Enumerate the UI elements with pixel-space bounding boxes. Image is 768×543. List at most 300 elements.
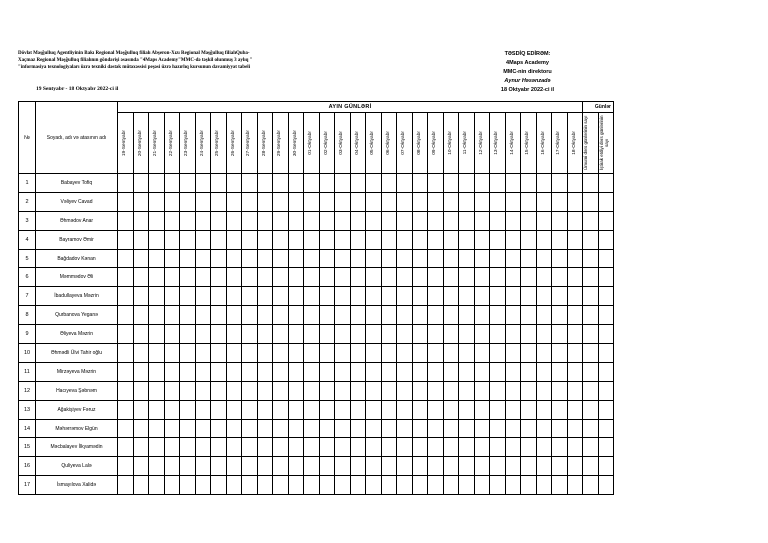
attendance-cell[interactable]	[211, 476, 227, 495]
attendance-cell[interactable]	[319, 192, 335, 211]
attendance-cell[interactable]	[288, 438, 304, 457]
attendance-cell[interactable]	[443, 344, 459, 363]
attendance-cell[interactable]	[242, 230, 258, 249]
attendance-cell[interactable]	[521, 192, 537, 211]
attendance-cell[interactable]	[242, 306, 258, 325]
attendance-cell[interactable]	[226, 230, 242, 249]
attendance-cell[interactable]	[195, 306, 211, 325]
attendance-cell[interactable]	[381, 192, 397, 211]
attendance-cell[interactable]	[350, 457, 366, 476]
attendance-cell[interactable]	[490, 344, 506, 363]
attendance-cell[interactable]	[536, 381, 552, 400]
attendance-cell[interactable]	[211, 362, 227, 381]
attendance-cell[interactable]	[505, 400, 521, 419]
attendance-cell[interactable]	[226, 192, 242, 211]
attendance-cell[interactable]	[567, 174, 583, 193]
attendance-cell[interactable]	[459, 325, 475, 344]
attendance-cell[interactable]	[242, 362, 258, 381]
attendance-cell[interactable]	[598, 268, 614, 287]
attendance-cell[interactable]	[583, 362, 599, 381]
attendance-cell[interactable]	[490, 438, 506, 457]
attendance-cell[interactable]	[257, 362, 273, 381]
attendance-cell[interactable]	[350, 362, 366, 381]
attendance-cell[interactable]	[459, 192, 475, 211]
attendance-cell[interactable]	[133, 268, 149, 287]
attendance-cell[interactable]	[536, 249, 552, 268]
attendance-cell[interactable]	[521, 249, 537, 268]
attendance-cell[interactable]	[412, 287, 428, 306]
attendance-cell[interactable]	[257, 419, 273, 438]
attendance-cell[interactable]	[412, 306, 428, 325]
attendance-cell[interactable]	[583, 249, 599, 268]
attendance-cell[interactable]	[350, 325, 366, 344]
attendance-cell[interactable]	[505, 287, 521, 306]
attendance-cell[interactable]	[459, 419, 475, 438]
attendance-cell[interactable]	[304, 476, 320, 495]
attendance-cell[interactable]	[149, 287, 165, 306]
attendance-cell[interactable]	[149, 211, 165, 230]
attendance-cell[interactable]	[583, 344, 599, 363]
attendance-cell[interactable]	[505, 457, 521, 476]
attendance-cell[interactable]	[211, 174, 227, 193]
attendance-cell[interactable]	[164, 381, 180, 400]
attendance-cell[interactable]	[443, 438, 459, 457]
attendance-cell[interactable]	[350, 249, 366, 268]
attendance-cell[interactable]	[288, 287, 304, 306]
attendance-cell[interactable]	[335, 400, 351, 419]
attendance-cell[interactable]	[304, 230, 320, 249]
attendance-cell[interactable]	[552, 306, 568, 325]
attendance-cell[interactable]	[180, 381, 196, 400]
attendance-cell[interactable]	[180, 400, 196, 419]
attendance-cell[interactable]	[211, 381, 227, 400]
attendance-cell[interactable]	[288, 362, 304, 381]
attendance-cell[interactable]	[583, 400, 599, 419]
attendance-cell[interactable]	[583, 192, 599, 211]
attendance-cell[interactable]	[583, 268, 599, 287]
attendance-cell[interactable]	[304, 174, 320, 193]
attendance-cell[interactable]	[536, 268, 552, 287]
attendance-cell[interactable]	[164, 325, 180, 344]
attendance-cell[interactable]	[350, 174, 366, 193]
attendance-cell[interactable]	[242, 476, 258, 495]
attendance-cell[interactable]	[273, 230, 289, 249]
attendance-cell[interactable]	[319, 306, 335, 325]
attendance-cell[interactable]	[428, 230, 444, 249]
attendance-cell[interactable]	[164, 400, 180, 419]
attendance-cell[interactable]	[350, 381, 366, 400]
attendance-cell[interactable]	[164, 306, 180, 325]
attendance-cell[interactable]	[412, 211, 428, 230]
attendance-cell[interactable]	[428, 438, 444, 457]
attendance-cell[interactable]	[412, 174, 428, 193]
attendance-cell[interactable]	[335, 476, 351, 495]
attendance-cell[interactable]	[598, 192, 614, 211]
attendance-cell[interactable]	[211, 249, 227, 268]
attendance-cell[interactable]	[118, 268, 134, 287]
attendance-cell[interactable]	[350, 192, 366, 211]
attendance-cell[interactable]	[211, 287, 227, 306]
attendance-cell[interactable]	[118, 381, 134, 400]
attendance-cell[interactable]	[505, 249, 521, 268]
attendance-cell[interactable]	[521, 174, 537, 193]
attendance-cell[interactable]	[381, 344, 397, 363]
attendance-cell[interactable]	[428, 419, 444, 438]
attendance-cell[interactable]	[211, 419, 227, 438]
attendance-cell[interactable]	[474, 268, 490, 287]
attendance-cell[interactable]	[459, 381, 475, 400]
attendance-cell[interactable]	[443, 174, 459, 193]
attendance-cell[interactable]	[381, 476, 397, 495]
attendance-cell[interactable]	[350, 230, 366, 249]
attendance-cell[interactable]	[257, 211, 273, 230]
attendance-cell[interactable]	[505, 419, 521, 438]
attendance-cell[interactable]	[273, 249, 289, 268]
attendance-cell[interactable]	[288, 192, 304, 211]
attendance-cell[interactable]	[257, 344, 273, 363]
attendance-cell[interactable]	[242, 381, 258, 400]
attendance-cell[interactable]	[381, 457, 397, 476]
attendance-cell[interactable]	[412, 268, 428, 287]
attendance-cell[interactable]	[350, 400, 366, 419]
attendance-cell[interactable]	[319, 362, 335, 381]
attendance-cell[interactable]	[552, 325, 568, 344]
attendance-cell[interactable]	[490, 249, 506, 268]
attendance-cell[interactable]	[443, 400, 459, 419]
attendance-cell[interactable]	[350, 419, 366, 438]
attendance-cell[interactable]	[118, 438, 134, 457]
attendance-cell[interactable]	[397, 306, 413, 325]
attendance-cell[interactable]	[459, 268, 475, 287]
attendance-cell[interactable]	[257, 325, 273, 344]
attendance-cell[interactable]	[257, 400, 273, 419]
attendance-cell[interactable]	[242, 438, 258, 457]
attendance-cell[interactable]	[180, 325, 196, 344]
attendance-cell[interactable]	[350, 268, 366, 287]
attendance-cell[interactable]	[443, 306, 459, 325]
attendance-cell[interactable]	[366, 381, 382, 400]
attendance-cell[interactable]	[257, 457, 273, 476]
attendance-cell[interactable]	[118, 174, 134, 193]
attendance-cell[interactable]	[366, 268, 382, 287]
attendance-cell[interactable]	[567, 249, 583, 268]
attendance-cell[interactable]	[536, 419, 552, 438]
attendance-cell[interactable]	[412, 400, 428, 419]
attendance-cell[interactable]	[490, 211, 506, 230]
attendance-cell[interactable]	[149, 457, 165, 476]
attendance-cell[interactable]	[226, 287, 242, 306]
attendance-cell[interactable]	[180, 211, 196, 230]
attendance-cell[interactable]	[335, 192, 351, 211]
attendance-cell[interactable]	[443, 325, 459, 344]
attendance-cell[interactable]	[598, 400, 614, 419]
attendance-cell[interactable]	[474, 438, 490, 457]
attendance-cell[interactable]	[180, 287, 196, 306]
attendance-cell[interactable]	[242, 419, 258, 438]
attendance-cell[interactable]	[428, 174, 444, 193]
attendance-cell[interactable]	[335, 438, 351, 457]
attendance-cell[interactable]	[567, 230, 583, 249]
attendance-cell[interactable]	[567, 325, 583, 344]
attendance-cell[interactable]	[273, 287, 289, 306]
attendance-cell[interactable]	[381, 362, 397, 381]
attendance-cell[interactable]	[211, 438, 227, 457]
attendance-cell[interactable]	[288, 457, 304, 476]
attendance-cell[interactable]	[474, 476, 490, 495]
attendance-cell[interactable]	[149, 268, 165, 287]
attendance-cell[interactable]	[583, 419, 599, 438]
attendance-cell[interactable]	[257, 306, 273, 325]
attendance-cell[interactable]	[598, 230, 614, 249]
attendance-cell[interactable]	[521, 381, 537, 400]
attendance-cell[interactable]	[195, 381, 211, 400]
attendance-cell[interactable]	[598, 381, 614, 400]
attendance-cell[interactable]	[335, 344, 351, 363]
attendance-cell[interactable]	[459, 438, 475, 457]
attendance-cell[interactable]	[428, 344, 444, 363]
attendance-cell[interactable]	[397, 344, 413, 363]
attendance-cell[interactable]	[459, 344, 475, 363]
attendance-cell[interactable]	[319, 344, 335, 363]
attendance-cell[interactable]	[536, 287, 552, 306]
attendance-cell[interactable]	[304, 325, 320, 344]
attendance-cell[interactable]	[257, 249, 273, 268]
attendance-cell[interactable]	[319, 211, 335, 230]
attendance-cell[interactable]	[226, 400, 242, 419]
attendance-cell[interactable]	[443, 476, 459, 495]
attendance-cell[interactable]	[335, 249, 351, 268]
attendance-cell[interactable]	[536, 174, 552, 193]
attendance-cell[interactable]	[428, 381, 444, 400]
attendance-cell[interactable]	[304, 362, 320, 381]
attendance-cell[interactable]	[381, 400, 397, 419]
attendance-cell[interactable]	[226, 381, 242, 400]
attendance-cell[interactable]	[304, 287, 320, 306]
attendance-cell[interactable]	[149, 362, 165, 381]
attendance-cell[interactable]	[459, 287, 475, 306]
attendance-cell[interactable]	[288, 381, 304, 400]
attendance-cell[interactable]	[490, 268, 506, 287]
attendance-cell[interactable]	[598, 419, 614, 438]
attendance-cell[interactable]	[366, 419, 382, 438]
attendance-cell[interactable]	[583, 211, 599, 230]
attendance-cell[interactable]	[459, 400, 475, 419]
attendance-cell[interactable]	[474, 419, 490, 438]
attendance-cell[interactable]	[257, 230, 273, 249]
attendance-cell[interactable]	[164, 230, 180, 249]
attendance-cell[interactable]	[273, 174, 289, 193]
attendance-cell[interactable]	[490, 306, 506, 325]
attendance-cell[interactable]	[164, 192, 180, 211]
attendance-cell[interactable]	[521, 268, 537, 287]
attendance-cell[interactable]	[350, 438, 366, 457]
attendance-cell[interactable]	[118, 419, 134, 438]
attendance-cell[interactable]	[536, 306, 552, 325]
attendance-cell[interactable]	[133, 400, 149, 419]
attendance-cell[interactable]	[149, 381, 165, 400]
attendance-cell[interactable]	[459, 476, 475, 495]
attendance-cell[interactable]	[133, 306, 149, 325]
attendance-cell[interactable]	[428, 306, 444, 325]
attendance-cell[interactable]	[319, 400, 335, 419]
attendance-cell[interactable]	[242, 249, 258, 268]
attendance-cell[interactable]	[583, 438, 599, 457]
attendance-cell[interactable]	[459, 230, 475, 249]
attendance-cell[interactable]	[598, 306, 614, 325]
attendance-cell[interactable]	[552, 268, 568, 287]
attendance-cell[interactable]	[598, 287, 614, 306]
attendance-cell[interactable]	[273, 457, 289, 476]
attendance-cell[interactable]	[304, 438, 320, 457]
attendance-cell[interactable]	[490, 419, 506, 438]
attendance-cell[interactable]	[180, 174, 196, 193]
attendance-cell[interactable]	[226, 419, 242, 438]
attendance-cell[interactable]	[397, 381, 413, 400]
attendance-cell[interactable]	[226, 325, 242, 344]
attendance-cell[interactable]	[521, 476, 537, 495]
attendance-cell[interactable]	[118, 362, 134, 381]
attendance-cell[interactable]	[552, 287, 568, 306]
attendance-cell[interactable]	[350, 287, 366, 306]
attendance-cell[interactable]	[505, 325, 521, 344]
attendance-cell[interactable]	[552, 457, 568, 476]
attendance-cell[interactable]	[242, 457, 258, 476]
attendance-cell[interactable]	[552, 419, 568, 438]
attendance-cell[interactable]	[304, 419, 320, 438]
attendance-cell[interactable]	[226, 476, 242, 495]
attendance-cell[interactable]	[381, 325, 397, 344]
attendance-cell[interactable]	[366, 287, 382, 306]
attendance-cell[interactable]	[567, 344, 583, 363]
attendance-cell[interactable]	[583, 381, 599, 400]
attendance-cell[interactable]	[443, 192, 459, 211]
attendance-cell[interactable]	[598, 438, 614, 457]
attendance-cell[interactable]	[521, 362, 537, 381]
attendance-cell[interactable]	[133, 419, 149, 438]
attendance-cell[interactable]	[118, 344, 134, 363]
attendance-cell[interactable]	[366, 438, 382, 457]
attendance-cell[interactable]	[474, 362, 490, 381]
attendance-cell[interactable]	[490, 287, 506, 306]
attendance-cell[interactable]	[381, 419, 397, 438]
attendance-cell[interactable]	[164, 476, 180, 495]
attendance-cell[interactable]	[397, 174, 413, 193]
attendance-cell[interactable]	[195, 174, 211, 193]
attendance-cell[interactable]	[118, 306, 134, 325]
attendance-cell[interactable]	[428, 325, 444, 344]
attendance-cell[interactable]	[521, 306, 537, 325]
attendance-cell[interactable]	[226, 211, 242, 230]
attendance-cell[interactable]	[195, 362, 211, 381]
attendance-cell[interactable]	[381, 306, 397, 325]
attendance-cell[interactable]	[319, 287, 335, 306]
attendance-cell[interactable]	[226, 438, 242, 457]
attendance-cell[interactable]	[490, 476, 506, 495]
attendance-cell[interactable]	[412, 192, 428, 211]
attendance-cell[interactable]	[428, 362, 444, 381]
attendance-cell[interactable]	[459, 362, 475, 381]
attendance-cell[interactable]	[118, 192, 134, 211]
attendance-cell[interactable]	[366, 344, 382, 363]
attendance-cell[interactable]	[474, 192, 490, 211]
attendance-cell[interactable]	[412, 249, 428, 268]
attendance-cell[interactable]	[350, 211, 366, 230]
attendance-cell[interactable]	[567, 268, 583, 287]
attendance-cell[interactable]	[149, 192, 165, 211]
attendance-cell[interactable]	[133, 192, 149, 211]
attendance-cell[interactable]	[242, 211, 258, 230]
attendance-cell[interactable]	[118, 230, 134, 249]
attendance-cell[interactable]	[304, 306, 320, 325]
attendance-cell[interactable]	[490, 192, 506, 211]
attendance-cell[interactable]	[381, 230, 397, 249]
attendance-cell[interactable]	[335, 362, 351, 381]
attendance-cell[interactable]	[242, 268, 258, 287]
attendance-cell[interactable]	[397, 400, 413, 419]
attendance-cell[interactable]	[474, 230, 490, 249]
attendance-cell[interactable]	[598, 476, 614, 495]
attendance-cell[interactable]	[521, 230, 537, 249]
attendance-cell[interactable]	[164, 457, 180, 476]
attendance-cell[interactable]	[211, 230, 227, 249]
attendance-cell[interactable]	[505, 268, 521, 287]
attendance-cell[interactable]	[335, 174, 351, 193]
attendance-cell[interactable]	[133, 381, 149, 400]
attendance-cell[interactable]	[288, 419, 304, 438]
attendance-cell[interactable]	[195, 419, 211, 438]
attendance-cell[interactable]	[133, 287, 149, 306]
attendance-cell[interactable]	[242, 344, 258, 363]
attendance-cell[interactable]	[598, 344, 614, 363]
attendance-cell[interactable]	[149, 325, 165, 344]
attendance-cell[interactable]	[195, 325, 211, 344]
attendance-cell[interactable]	[226, 174, 242, 193]
attendance-cell[interactable]	[552, 476, 568, 495]
attendance-cell[interactable]	[505, 306, 521, 325]
attendance-cell[interactable]	[242, 325, 258, 344]
attendance-cell[interactable]	[428, 268, 444, 287]
attendance-cell[interactable]	[133, 476, 149, 495]
attendance-cell[interactable]	[474, 306, 490, 325]
attendance-cell[interactable]	[474, 381, 490, 400]
attendance-cell[interactable]	[304, 192, 320, 211]
attendance-cell[interactable]	[211, 400, 227, 419]
attendance-cell[interactable]	[459, 306, 475, 325]
attendance-cell[interactable]	[195, 268, 211, 287]
attendance-cell[interactable]	[443, 419, 459, 438]
attendance-cell[interactable]	[257, 287, 273, 306]
attendance-cell[interactable]	[273, 268, 289, 287]
attendance-cell[interactable]	[118, 249, 134, 268]
attendance-cell[interactable]	[598, 211, 614, 230]
attendance-cell[interactable]	[133, 325, 149, 344]
attendance-cell[interactable]	[505, 174, 521, 193]
attendance-cell[interactable]	[552, 344, 568, 363]
attendance-cell[interactable]	[366, 400, 382, 419]
attendance-cell[interactable]	[583, 306, 599, 325]
attendance-cell[interactable]	[273, 438, 289, 457]
attendance-cell[interactable]	[288, 230, 304, 249]
attendance-cell[interactable]	[350, 306, 366, 325]
attendance-cell[interactable]	[257, 438, 273, 457]
attendance-cell[interactable]	[397, 211, 413, 230]
attendance-cell[interactable]	[567, 476, 583, 495]
attendance-cell[interactable]	[583, 457, 599, 476]
attendance-cell[interactable]	[242, 400, 258, 419]
attendance-cell[interactable]	[335, 306, 351, 325]
attendance-cell[interactable]	[412, 381, 428, 400]
attendance-cell[interactable]	[397, 457, 413, 476]
